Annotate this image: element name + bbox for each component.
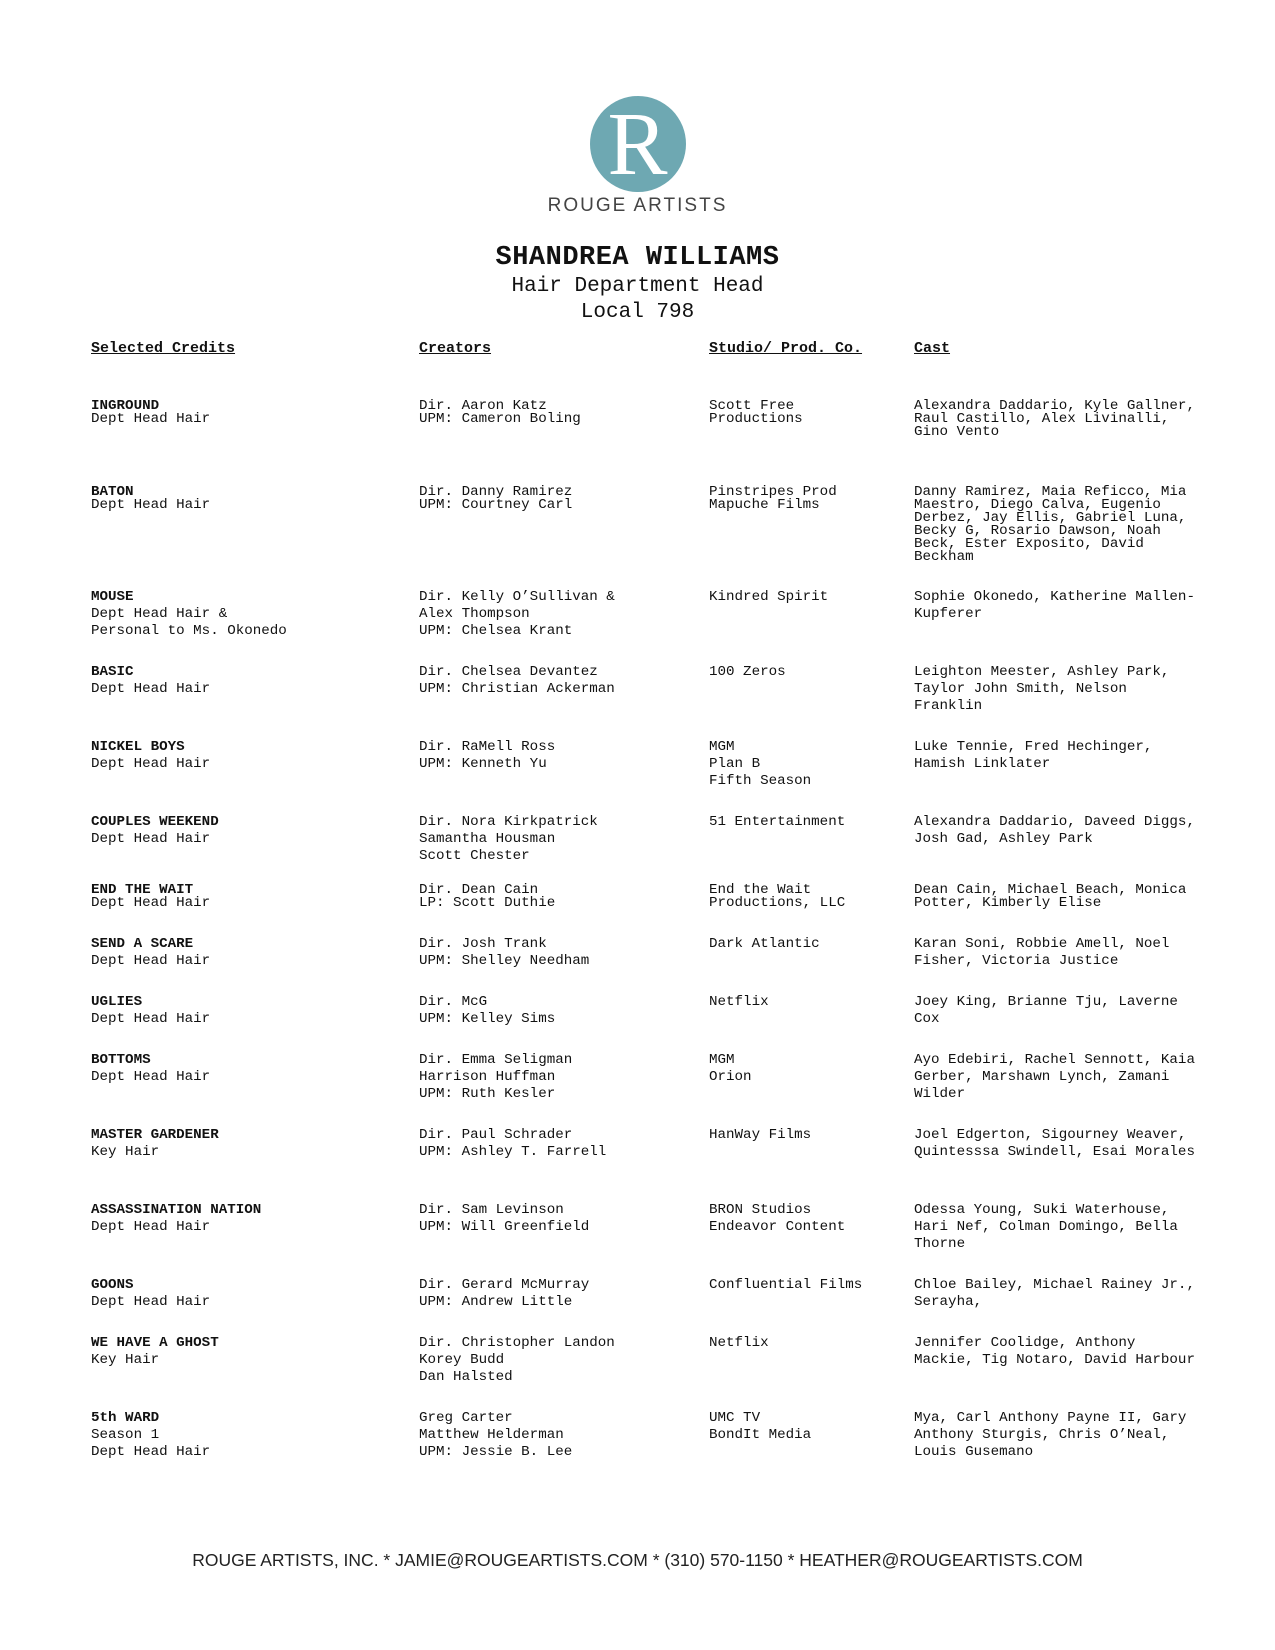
cast-cell: Alexandra Daddario, Kyle Gallner, Raul Castillo, Alex Livinalli, Gino Vento — [914, 398, 1195, 440]
credit-title: WE HAVE A GHOST — [91, 1335, 219, 1351]
studio-cell — [709, 1202, 899, 1236]
credit-position: Dept Head Hair — [91, 1011, 211, 1027]
column-header-cast: Cast — [914, 340, 951, 357]
studio-line: Plan B — [709, 756, 761, 772]
cast-cell: Luke Tennie, Fred Hechinger, Hamish Linklater — [914, 739, 1153, 772]
creator-line: Greg Carter — [419, 1410, 513, 1426]
credit-title: COUPLES WEEKEND — [91, 814, 219, 830]
cast-cell: Dean Cain, Michael Beach, Monica Potter, Kimberly Elise — [914, 882, 1187, 911]
creator-line: UPM: Ruth Kesler — [419, 1086, 556, 1102]
studio-line: 51 Entertainment — [709, 814, 846, 830]
creator-line: LP: Scott Duthie — [419, 895, 556, 911]
credit-position: Key Hair — [91, 1352, 160, 1368]
studio-cell — [709, 1127, 899, 1144]
creator-line: Dir. Aaron Katz — [419, 398, 547, 414]
creator-line: UPM: Kenneth Yu — [419, 756, 547, 772]
credit-title: INGROUND — [91, 398, 160, 414]
credit-position: Key Hair — [91, 1144, 160, 1160]
credit-title: END THE WAIT — [91, 882, 194, 898]
studio-cell — [709, 589, 899, 606]
creator-line: UPM: Kelley Sims — [419, 1011, 556, 1027]
cast-cell: Joey King, Brianne Tju, Laverne Cox — [914, 994, 1178, 1027]
creator-line: UPM: Shelley Needham — [419, 953, 590, 969]
creator-line: UPM: Andrew Little — [419, 1294, 573, 1310]
studio-cell — [709, 486, 899, 512]
union-local: Local 798 — [580, 301, 695, 324]
studio-line: Endeavor Content — [709, 1219, 846, 1235]
studio-cell — [709, 1277, 899, 1294]
credit-position: Dept Head Hair — [91, 756, 211, 772]
creator-line: Dir. RaMell Ross — [419, 739, 556, 755]
creators-cell — [419, 589, 689, 640]
credit-title: SEND A SCARE — [91, 936, 194, 952]
creator-line: Dir. Danny Ramirez — [419, 484, 573, 500]
creator-line: Samantha Housman — [419, 831, 556, 847]
credit-position: Dept Head Hair — [91, 1069, 211, 1085]
creators-cell — [419, 739, 689, 773]
credit-title: BATON — [91, 484, 134, 500]
creators-cell — [419, 936, 689, 970]
studio-cell — [709, 664, 899, 681]
credit-position: Dept Head Hair — [91, 1294, 211, 1310]
creators-cell — [419, 1202, 689, 1236]
column-header-credits: Selected Credits — [91, 340, 236, 357]
credit-position: Dept Head Hair — [91, 895, 211, 911]
creator-line: UPM: Cameron Boling — [419, 411, 581, 427]
credit-cell — [91, 1335, 391, 1369]
credit-cell — [91, 664, 391, 698]
credit-cell — [91, 1052, 391, 1086]
artist-name: SHANDREA WILLIAMS — [495, 243, 780, 273]
cast-cell: Leighton Meester, Ashley Park, Taylor John Smith, Nelson Franklin — [914, 664, 1170, 714]
cast-cell: Alexandra Daddario, Daveed Diggs, Josh Gad, Ashley Park — [914, 814, 1195, 847]
credit-title: MASTER GARDENER — [91, 1127, 219, 1143]
credit-position: Dept Head Hair — [91, 411, 211, 427]
studio-line: MGM — [709, 1052, 735, 1068]
creators-cell — [419, 994, 689, 1028]
creator-line: Dir. Sam Levinson — [419, 1202, 564, 1218]
cast-cell: Sophie Okonedo, Katherine Mallen-Kupferer — [914, 589, 1195, 622]
credit-cell — [91, 1410, 391, 1461]
studio-line: Productions, LLC — [709, 895, 846, 911]
studio-line: Productions — [709, 411, 803, 427]
studio-cell — [709, 814, 899, 831]
studio-cell — [709, 994, 899, 1011]
studio-cell — [709, 739, 899, 790]
studio-line: Kindred Spirit — [709, 589, 829, 605]
credit-cell — [91, 400, 391, 426]
creator-line: Matthew Helderman — [419, 1427, 564, 1443]
creators-cell — [419, 814, 689, 865]
studio-line: Confluential Films — [709, 1277, 863, 1293]
studio-line: Mapuche Films — [709, 497, 820, 513]
creator-line: UPM: Courtney Carl — [419, 497, 573, 513]
credit-position: Dept Head Hair — [91, 1444, 211, 1460]
studio-line: MGM — [709, 739, 735, 755]
creator-line: UPM: Will Greenfield — [419, 1219, 590, 1235]
creators-cell — [419, 664, 689, 698]
creators-cell — [419, 1052, 689, 1103]
credit-position: Dept Head Hair — [91, 681, 211, 697]
creator-line: Dir. Paul Schrader — [419, 1127, 573, 1143]
creator-line: Dir. Chelsea Devantez — [419, 664, 598, 680]
credit-cell — [91, 936, 391, 970]
cast-cell: Danny Ramirez, Maia Reficco, Mia Maestro, Diego Calva, Eugenio Derbez, Jay Ellis, Gabriel Luna, Becky G, Rosario Dawson, Noah Beck, Ester Exposito, David Beckham — [914, 484, 1187, 565]
column-header-studio: Studio/ Prod. Co. — [709, 340, 863, 357]
creators-cell — [419, 884, 689, 910]
studio-line: Dark Atlantic — [709, 936, 820, 952]
studio-line: Pinstripes Prod — [709, 484, 837, 500]
studio-line: Netflix — [709, 1335, 769, 1351]
credit-title: 5th WARD — [91, 1410, 160, 1426]
creators-cell — [419, 1335, 689, 1386]
studio-cell — [709, 884, 899, 910]
credit-title: BOTTOMS — [91, 1052, 151, 1068]
credit-title: NICKEL BOYS — [91, 739, 185, 755]
studio-line: Fifth Season — [709, 773, 812, 789]
studio-line: UMC TV — [709, 1410, 761, 1426]
studio-line: Orion — [709, 1069, 752, 1085]
creators-cell — [419, 1410, 689, 1461]
credit-position: Dept Head Hair — [91, 497, 211, 513]
studio-line: Netflix — [709, 994, 769, 1010]
creator-line: Dir. Emma Seligman — [419, 1052, 573, 1068]
creator-line: Dir. Dean Cain — [419, 882, 539, 898]
credit-position: Dept Head Hair — [91, 953, 211, 969]
studio-line: BondIt Media — [709, 1427, 812, 1443]
studio-cell — [709, 1410, 899, 1444]
creator-line: Dan Halsted — [419, 1369, 513, 1385]
creator-line: Dir. Nora Kirkpatrick — [419, 814, 598, 830]
cast-cell: Joel Edgerton, Sigourney Weaver, Quintesssa Swindell, Esai Morales — [914, 1127, 1195, 1160]
creator-line: Dir. McG — [419, 994, 488, 1010]
creator-line: Korey Budd — [419, 1352, 505, 1368]
studio-cell — [709, 400, 899, 426]
creator-line: Scott Chester — [419, 848, 530, 864]
creator-line: Dir. Josh Trank — [419, 936, 547, 952]
cast-cell: Karan Soni, Robbie Amell, Noel Fisher, Victoria Justice — [914, 936, 1170, 969]
credit-position: Dept Head Hair — [91, 1219, 211, 1235]
logo-circle — [590, 96, 686, 192]
company-logo — [0, 96, 1275, 217]
credit-position: Season 1 — [91, 1427, 160, 1443]
studio-cell — [709, 1335, 899, 1352]
credit-cell — [91, 1202, 391, 1236]
studio-line: HanWay Films — [709, 1127, 812, 1143]
logo-letter: R — [607, 95, 668, 194]
credit-position: Dept Head Hair & — [91, 606, 228, 622]
creator-line: Harrison Huffman — [419, 1069, 556, 1085]
logo-text: ROUGE ARTISTS — [547, 195, 728, 216]
credit-position: Dept Head Hair — [91, 831, 211, 847]
creator-line: Dir. Christopher Landon — [419, 1335, 615, 1351]
artist-role: Hair Department Head — [511, 275, 764, 298]
credit-cell — [91, 739, 391, 773]
studio-line: BRON Studios — [709, 1202, 812, 1218]
credit-cell — [91, 1127, 391, 1161]
studio-line: End the Wait — [709, 882, 812, 898]
credit-cell — [91, 589, 391, 640]
creators-cell — [419, 486, 689, 512]
credit-position: Personal to Ms. Okonedo — [91, 623, 287, 639]
creator-line: Alex Thompson — [419, 606, 530, 622]
studio-cell — [709, 936, 899, 953]
credit-title: BASIC — [91, 664, 134, 680]
credit-cell — [91, 884, 391, 910]
credit-cell — [91, 1277, 391, 1311]
creator-line: Dir. Kelly O’Sullivan & — [419, 589, 615, 605]
credit-title: GOONS — [91, 1277, 134, 1293]
cast-cell: Jennifer Coolidge, Anthony Mackie, Tig Notaro, David Harbour — [914, 1335, 1195, 1368]
creator-line: UPM: Jessie B. Lee — [419, 1444, 573, 1460]
cast-cell: Odessa Young, Suki Waterhouse, Hari Nef, Colman Domingo, Bella Thorne — [914, 1202, 1178, 1252]
column-header-creators: Creators — [419, 340, 492, 357]
creator-line: Dir. Gerard McMurray — [419, 1277, 590, 1293]
credit-cell — [91, 486, 391, 512]
creators-cell — [419, 1277, 689, 1311]
footer-contact: ROUGE ARTISTS, INC. * JAMIE@ROUGEARTISTS.COM * (310) 570-1150 * HEATHER@ROUGEARTISTS.COM — [192, 1550, 1083, 1570]
credit-cell — [91, 814, 391, 848]
studio-cell — [709, 1052, 899, 1086]
studio-line: Scott Free — [709, 398, 795, 414]
creator-line: UPM: Ashley T. Farrell — [419, 1144, 607, 1160]
creator-line: UPM: Christian Ackerman — [419, 681, 615, 697]
credit-title: UGLIES — [91, 994, 143, 1010]
creator-line: UPM: Chelsea Krant — [419, 623, 573, 639]
credit-title: MOUSE — [91, 589, 134, 605]
creators-cell — [419, 1127, 689, 1161]
cast-cell: Ayo Edebiri, Rachel Sennott, Kaia Gerber, Marshawn Lynch, Zamani Wilder — [914, 1052, 1195, 1102]
credit-cell — [91, 994, 391, 1028]
studio-line: 100 Zeros — [709, 664, 786, 680]
credit-title: ASSASSINATION NATION — [91, 1202, 262, 1218]
cast-cell: Chloe Bailey, Michael Rainey Jr., Serayha, — [914, 1277, 1195, 1310]
creators-cell — [419, 400, 689, 426]
cast-cell: Mya, Carl Anthony Payne II, Gary Anthony Sturgis, Chris O’Neal, Louis Gusemano — [914, 1410, 1187, 1460]
